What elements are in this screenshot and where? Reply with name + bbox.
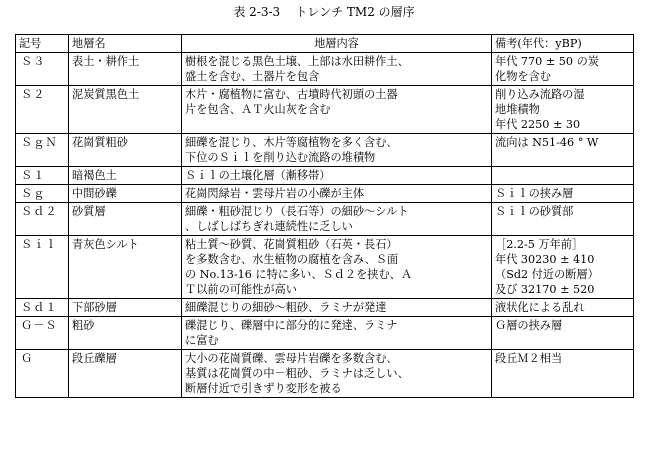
layer-content-line: 細礫混じりの細砂～粗砂、ラミナが発達 — [185, 301, 387, 314]
layer-name: 花崗質粗砂 — [69, 134, 182, 167]
layer-symbol: Ｓｄ２ — [16, 203, 69, 236]
layer-symbol: Ｓｉｌ — [16, 236, 69, 299]
layer-remarks-line: 流向は N51-46 ° W — [495, 136, 599, 149]
layer-content-line: の No.13-16 に特に多い、Ｓｄ２を挟む、Ａ — [185, 268, 413, 281]
table-row — [16, 236, 634, 299]
layer-remarks — [492, 86, 634, 134]
layer-content — [182, 317, 492, 350]
layer-content — [182, 203, 492, 236]
layer-symbol: Ｓ２ — [16, 86, 69, 134]
layer-name: 下部砂層 — [69, 299, 182, 317]
table-row — [16, 203, 634, 236]
layer-content-line: を多数含む、水生植物の腐植を含み、Ｓ面 — [185, 253, 399, 266]
column-header-remarks: 備考(年代：yBP) — [492, 35, 634, 53]
layer-content-line: 大小の花崗質礫、雲母片岩礫を多数含む、 — [185, 352, 398, 365]
layer-content-line: 細礫・粗砂混じり（長石等）の細砂～シルト — [185, 205, 409, 218]
layer-remarks-line: 年代 30230 ± 410 — [495, 253, 595, 266]
table-row — [16, 167, 634, 185]
layer-remarks — [492, 236, 634, 299]
layer-remarks — [492, 167, 634, 185]
layer-content-line: Ｔ以前の可能性が高い — [185, 283, 297, 296]
column-header-layer-content: 地層内容 — [182, 35, 492, 53]
layer-content — [182, 53, 492, 86]
layer-name: 中間砂礫 — [69, 185, 182, 203]
table-row — [16, 317, 634, 350]
table-row — [16, 53, 634, 86]
layer-remarks — [492, 203, 634, 236]
table-title: 表 2-3-3 トレンチ TM2 の層序 — [233, 5, 415, 19]
layer-content — [182, 86, 492, 134]
table-row — [16, 350, 634, 398]
layer-remarks-line: 削り込み流路の湿 — [495, 88, 585, 101]
table-row — [16, 134, 634, 167]
layer-name: 泥炭質黒色土 — [69, 86, 182, 134]
layer-content-line: 細礫を混じり、木片等腐植物を多く含む、 — [185, 136, 398, 149]
layer-content — [182, 299, 492, 317]
layer-remarks-line: 年代 2250 ± 30 — [495, 118, 581, 131]
layer-name: 表土・耕作土 — [69, 53, 182, 86]
layer-content-line: 木片・腐植物に富む、古墳時代初頭の土器 — [185, 88, 398, 101]
column-header-symbol: 記号 — [16, 35, 69, 53]
layer-content-line: に富む — [185, 334, 219, 347]
layer-remarks — [492, 317, 634, 350]
table-row — [16, 299, 634, 317]
layer-remarks-line: 化物を含む — [495, 70, 551, 83]
layer-content — [182, 350, 492, 398]
layer-content-line: 花崗閃緑岩・雲母片岩の小礫が主体 — [185, 187, 365, 200]
layer-symbol: Ｓｇ — [16, 185, 69, 203]
layer-content — [182, 167, 492, 185]
layer-name: 青灰色シルト — [69, 236, 182, 299]
layer-remarks-line: Ｓｉｌの砂質部 — [495, 205, 574, 218]
table-header-row — [16, 35, 634, 53]
layer-content-line: Ｓｉｌの土壌化層（漸移帯） — [185, 169, 331, 182]
layer-remarks — [492, 134, 634, 167]
layer-symbol: Ｇ — [16, 350, 69, 398]
layer-remarks — [492, 350, 634, 398]
layer-name: 砂質層 — [69, 203, 182, 236]
layer-symbol: Ｓ３ — [16, 53, 69, 86]
layer-symbol: Ｓ１ — [16, 167, 69, 185]
layer-content-line: 下位のＳｉｌを削り込む流路の堆積物 — [185, 151, 376, 164]
layer-content-line: 片を包含、ＡＴ火山灰を含む — [185, 103, 331, 116]
layer-remarks — [492, 185, 634, 203]
layer-remarks-line: Ｇ層の挟み層 — [495, 319, 563, 332]
layer-remarks-line: 及び 32170 ± 520 — [495, 283, 595, 296]
layer-name: 粗砂 — [69, 317, 182, 350]
layer-remarks-line: 段丘Ｍ２相当 — [495, 352, 563, 365]
layer-symbol: Ｇ－Ｓ — [16, 317, 69, 350]
layer-content-line: 樹根を混じる黒色土壌、上部は水田耕作土、 — [185, 55, 409, 68]
table-row — [16, 86, 634, 134]
layer-content-line: 、しばしばちぎれ連続性に乏しい — [185, 220, 353, 233]
layer-remarks-line: 地堆積物 — [495, 103, 540, 116]
layer-content-line: 盛土を含む、土器片を包含 — [185, 70, 320, 83]
layer-content-line: 粘土質～砂質、花崗質粗砂（石英・長石） — [185, 238, 398, 251]
layer-remarks-line: ［2.2-5 万年前］ — [495, 238, 584, 251]
layer-name: 段丘礫層 — [69, 350, 182, 398]
layer-remarks — [492, 53, 634, 86]
layer-remarks-line: 液状化による乱れ — [495, 301, 585, 314]
layer-content-line: 礫混じり、礫層中に部分的に発達、ラミナ — [185, 319, 398, 332]
layer-remarks — [492, 299, 634, 317]
layer-remarks-line: 年代 770 ± 50 の炭 — [495, 55, 599, 68]
layer-remarks-line: （Sd2 付近の断層） — [495, 268, 599, 281]
layer-remarks-line: Ｓｉｌの挟み層 — [495, 187, 574, 200]
stratigraphy-table — [15, 34, 634, 398]
layer-content — [182, 236, 492, 299]
layer-content-line: 基質は花崗質の中－粗砂、ラミナは乏しい、 — [185, 367, 409, 380]
layer-content-line: 断層付近で引きずり変形を被る — [185, 382, 342, 395]
table-row — [16, 185, 634, 203]
layer-name: 暗褐色土 — [69, 167, 182, 185]
layer-symbol: Ｓｄ１ — [16, 299, 69, 317]
layer-content — [182, 185, 492, 203]
layer-content — [182, 134, 492, 167]
column-header-layer-name: 地層名 — [69, 35, 182, 53]
layer-symbol: ＳｇＮ — [16, 134, 69, 167]
